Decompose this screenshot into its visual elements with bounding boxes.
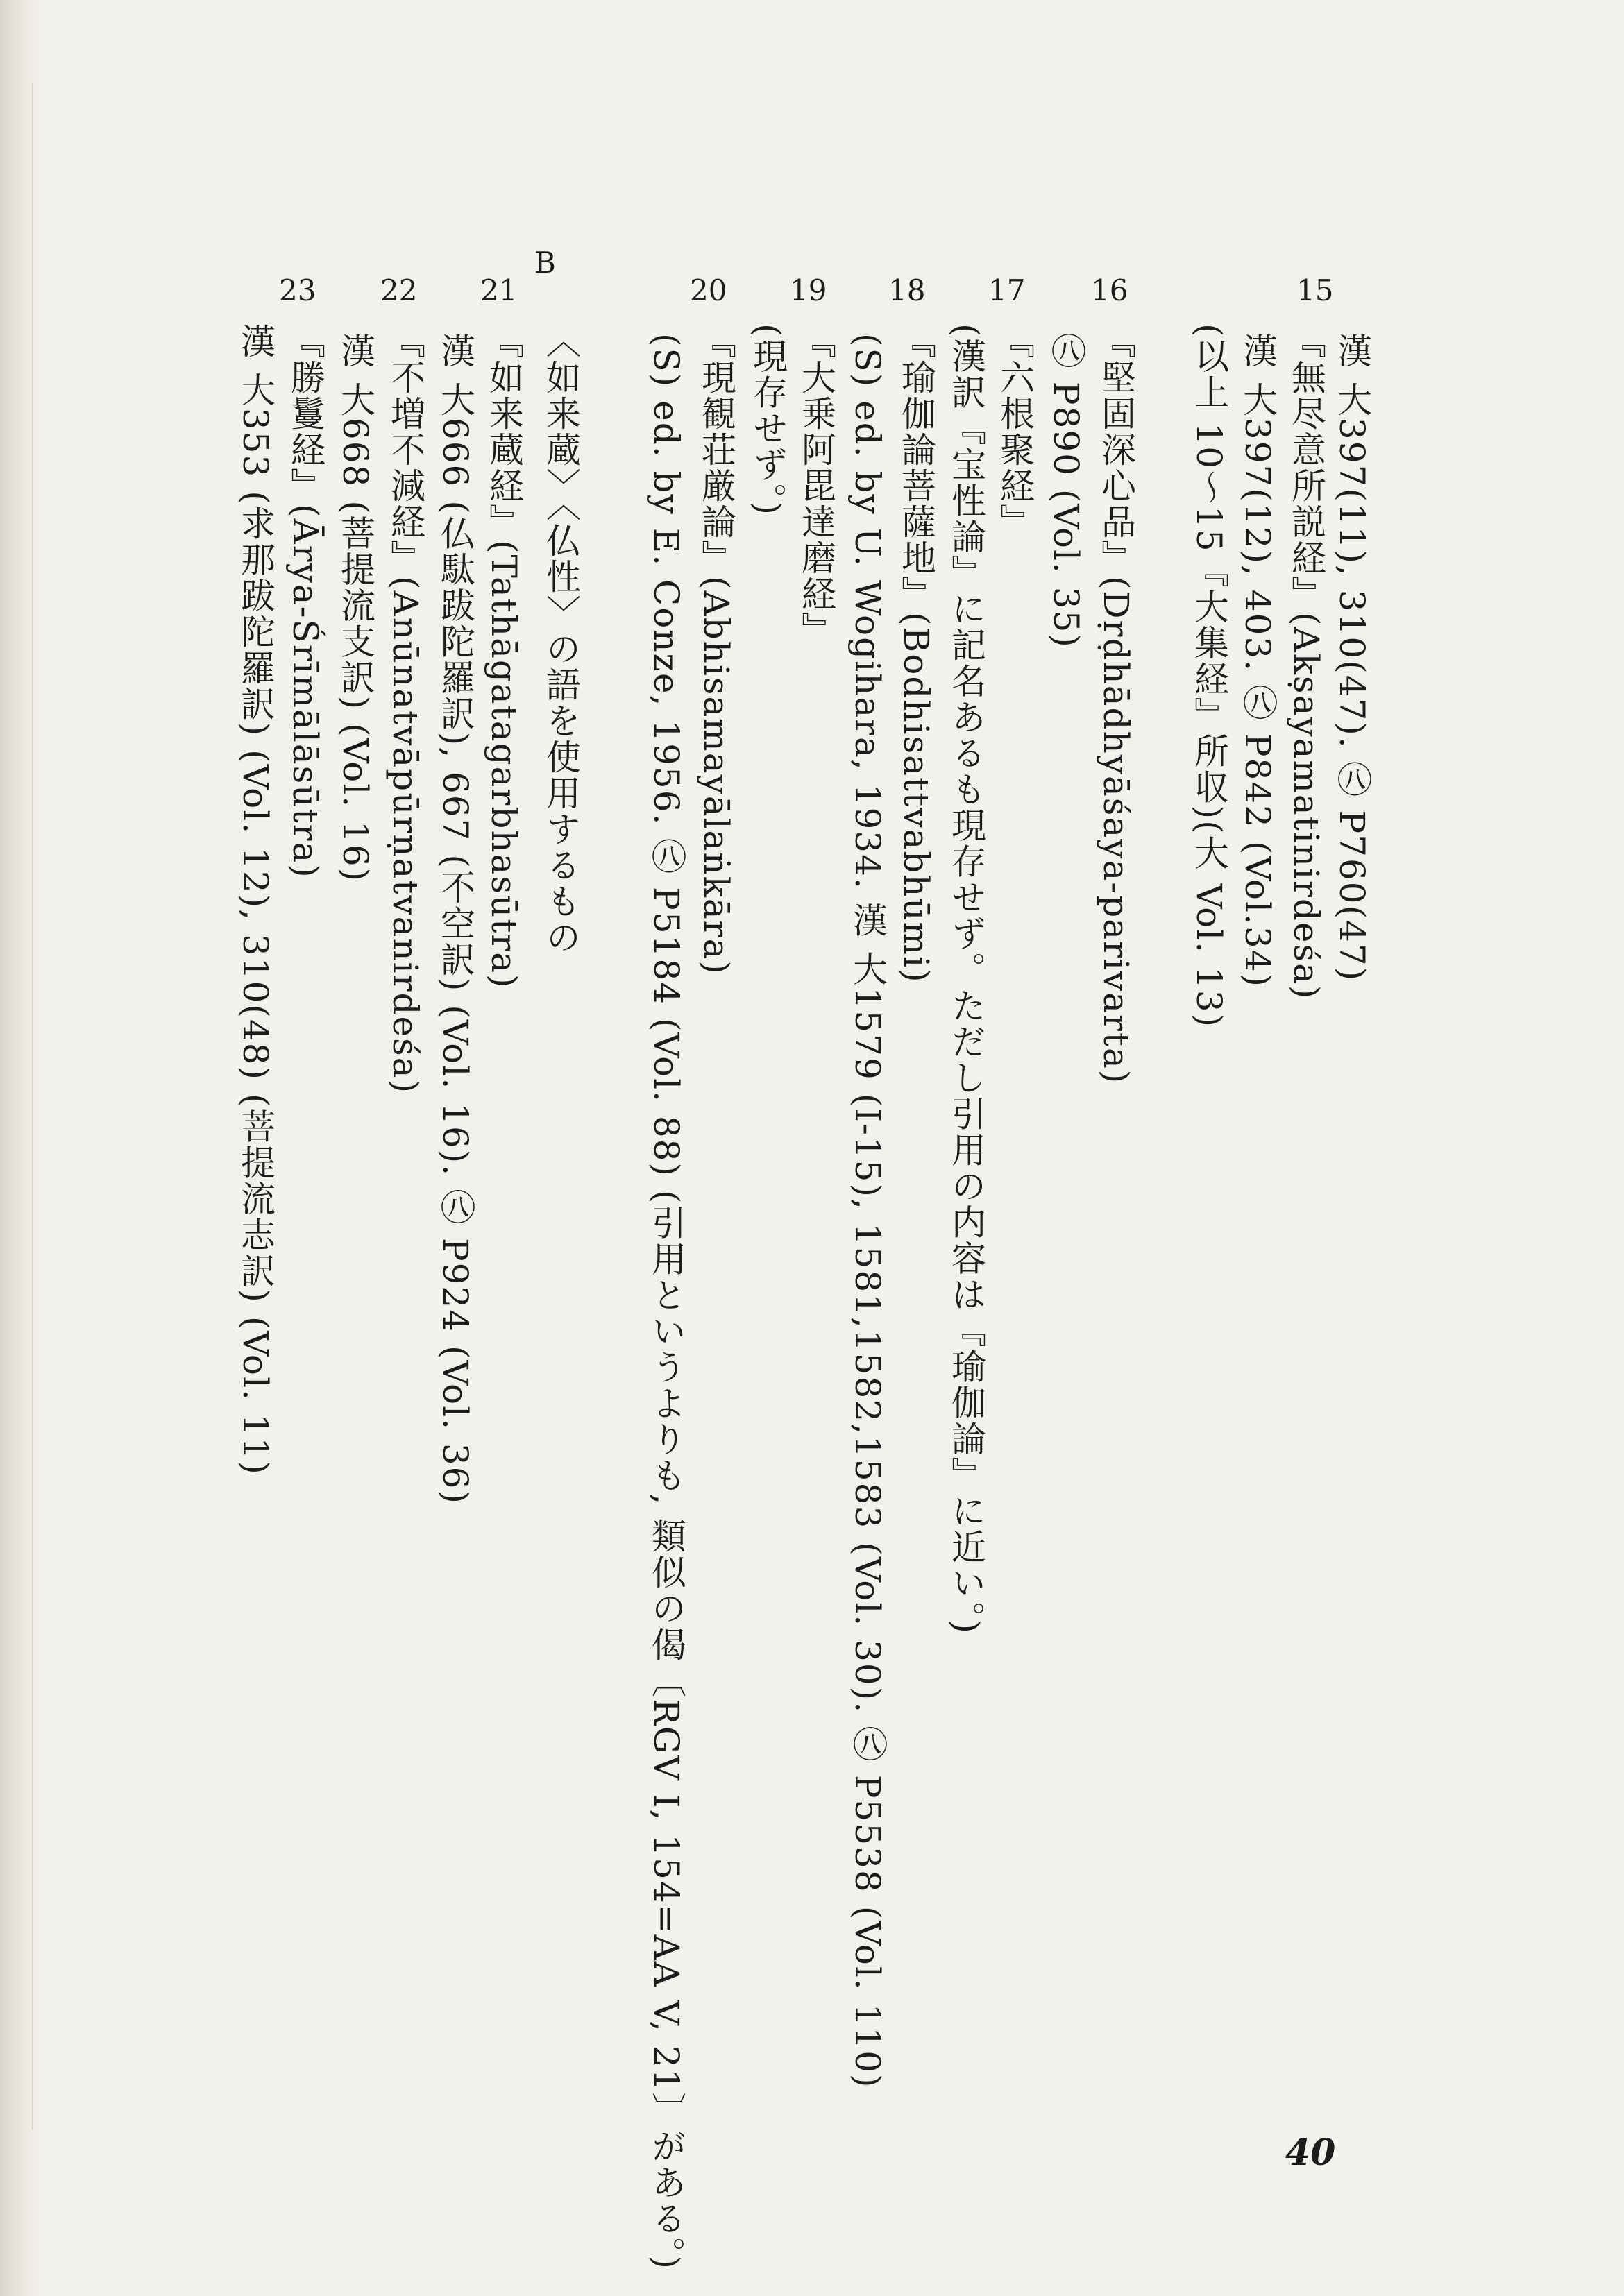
- entry-19-note: (現存せず。): [747, 323, 788, 517]
- entry-22-title: 『不増不減経』(Anūnatvāpūrṇatvanirdeśa): [385, 323, 425, 1095]
- entry-15-line-1: 漢 大397(11), 310(47). ㊇ P760(47): [1332, 333, 1372, 983]
- margin-line: [32, 83, 33, 2130]
- entry-20-line-2: (S) ed. by E. Conze, 1956. ㊇ P5184 (Vol. 88) (引用というよりも, 類似の偈〔RGV I, 154=AA V, 21〕がある。): [646, 333, 686, 2271]
- section-b-heading: 〈如来蔵〉〈仏性〉の語を使用するもの: [541, 323, 581, 955]
- section-b-letter: B: [534, 246, 556, 280]
- entry-number-19: 19: [790, 273, 827, 307]
- scan-edge: [0, 0, 42, 2296]
- entry-number-17: 17: [988, 273, 1026, 307]
- entry-number-23: 23: [279, 273, 316, 307]
- entry-20-title: 『現観荘厳論』(Abhisamayālaṅkāra): [696, 323, 736, 976]
- entry-16-line-2: ㊇ P890 (Vol. 35): [1046, 333, 1086, 649]
- entry-22-line-2: 漢 大668 (菩提流支訳) (Vol. 16): [335, 333, 375, 883]
- entry-number-18: 18: [888, 273, 926, 307]
- entry-15-title: 『無尽意所説経』(Akṣayamatinirdeśa): [1286, 323, 1326, 1001]
- entry-15-line-4: (以上 10～15『大集経』所収)(大 Vol. 13): [1189, 323, 1229, 1029]
- entry-17-note: (漢訳『宝性論』に記名あるも現存せず。ただし引用の内容は『瑜伽論』に近い。): [946, 323, 986, 1635]
- entry-18-line-2: (S) ed. by U. Wogihara, 1934. 漢 大1579 (I-15), 1581,1582,1583 (Vol. 30). ㊇ P5538 (Vol. 110): [847, 333, 888, 2089]
- entry-18-title: 『瑜伽論菩薩地』(Bodhisattvabhūmi): [896, 323, 936, 984]
- entry-number-16: 16: [1091, 273, 1128, 307]
- entry-number-20: 20: [690, 273, 727, 307]
- entry-15-line-3: 漢 大397(12), 403. ㊇ P842 (Vol.34): [1237, 333, 1278, 988]
- entry-21-line-2: 漢 大666 (仏駄跋陀羅訳), 667 (不空訳) (Vol. 16). ㊇ P924 (Vol. 36): [435, 333, 475, 1505]
- page-number: 40: [1285, 2132, 1336, 2174]
- entry-23-line-2: 漢 大353 (求那跋陀羅訳) (Vol. 12), 310(48) (菩提流志訳) (Vol. 11): [235, 323, 276, 1476]
- entry-21-title: 『如来蔵経』(Tathāgatagarbhasūtra): [484, 323, 524, 989]
- entry-17-title: 『六根聚経』: [995, 323, 1035, 540]
- entry-19-title: 『大乗阿毘達磨経』: [796, 323, 836, 648]
- entry-number-15: 15: [1296, 273, 1334, 307]
- entry-16-title: 『堅固深心品』(Dṛḍhādhyāśaya-parivarta): [1096, 323, 1136, 1085]
- entry-number-21: 21: [480, 273, 518, 307]
- entry-23-title: 『勝鬘経』(Ārya-Śrīmālāsūtra): [285, 323, 325, 879]
- entry-number-22: 22: [380, 273, 418, 307]
